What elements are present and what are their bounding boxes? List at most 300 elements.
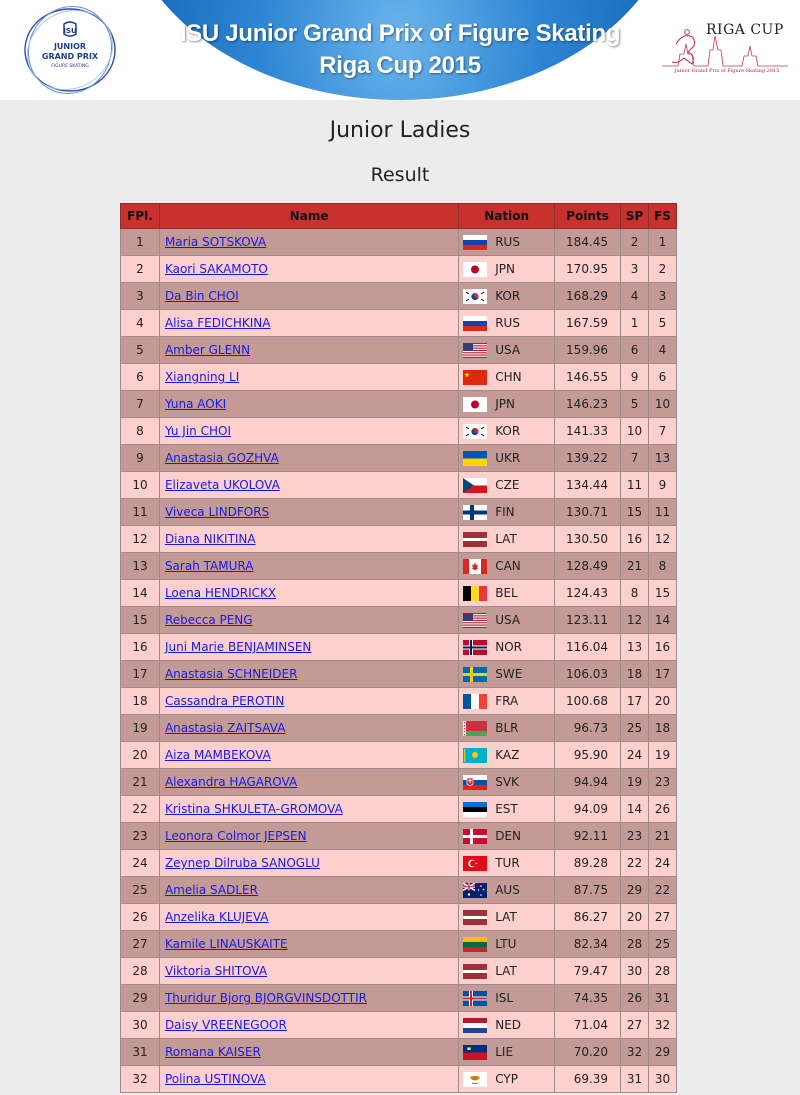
place-cell: 26 [121,904,160,931]
skater-link[interactable]: Polina USTINOVA [164,1072,266,1086]
flag-icon [463,1072,487,1087]
points-cell: 134.44 [555,472,621,499]
table-row [121,499,677,526]
points-cell: 89.28 [555,850,621,877]
skater-link[interactable]: Alisa FEDICHKINA [164,316,271,330]
sp-rank-cell: 6 [621,337,649,364]
results-table [120,203,677,1093]
fs-rank-cell: 6 [649,364,677,391]
nation-code: UKR [495,451,521,465]
skater-link[interactable]: Amber GLENN [164,343,251,357]
place-cell: 15 [121,607,160,634]
fs-rank-cell: 25 [649,931,677,958]
flag-icon [463,748,487,763]
name-cell [159,1066,458,1093]
nation-code: LAT [495,964,517,978]
points-cell: 74.35 [555,985,621,1012]
table-row [121,526,677,553]
flag-icon [463,910,487,925]
page-header [0,0,800,100]
place-cell: 13 [121,553,160,580]
name-cell [159,391,458,418]
name-cell [159,742,458,769]
sp-rank-cell: 25 [621,715,649,742]
nation-cell [459,418,555,445]
points-cell: 130.50 [555,526,621,553]
nation-cell [459,445,555,472]
table-row [121,1039,677,1066]
sp-rank-cell: 5 [621,391,649,418]
table-row [121,877,677,904]
fs-rank-cell: 1 [649,229,677,256]
name-cell [159,634,458,661]
name-cell [159,1039,458,1066]
sp-rank-cell: 30 [621,958,649,985]
skater-link[interactable]: Amelia SADLER [164,883,258,897]
skater-link[interactable]: Kristina SHKULETA-GROMOVA [164,802,343,816]
place-cell: 19 [121,715,160,742]
skater-link[interactable]: Anastasia SCHNEIDER [164,667,298,681]
nation-cell [459,472,555,499]
skater-link[interactable]: Aiza MAMBEKOVA [164,748,271,762]
nation-code: CYP [495,1072,518,1086]
name-cell [159,985,458,1012]
nation-code: NED [495,1018,522,1032]
name-cell [159,877,458,904]
name-cell [159,499,458,526]
table-row [121,310,677,337]
nation-cell [459,985,555,1012]
flag-icon [463,451,487,466]
place-cell: 32 [121,1066,160,1093]
nation-code: RUS [495,235,520,249]
name-cell [159,850,458,877]
fs-rank-cell: 7 [649,418,677,445]
name-cell [159,688,458,715]
name-cell [159,823,458,850]
col-header-points: Points [555,204,621,229]
skater-link[interactable]: Kaori SAKAMOTO [164,262,268,276]
sp-rank-cell: 22 [621,850,649,877]
fs-rank-cell: 5 [649,310,677,337]
points-cell: 146.23 [555,391,621,418]
skater-link[interactable]: Rebecca PENG [164,613,253,627]
place-cell: 20 [121,742,160,769]
sp-rank-cell: 32 [621,1039,649,1066]
nation-code: LIE [495,1045,514,1059]
nation-cell [459,229,555,256]
table-row [121,1066,677,1093]
nation-cell [459,337,555,364]
name-cell [159,445,458,472]
nation-code: FIN [495,505,515,519]
sp-rank-cell: 15 [621,499,649,526]
table-row [121,445,677,472]
points-cell: 168.29 [555,283,621,310]
nation-cell [459,526,555,553]
nation-code: KOR [495,289,521,303]
sp-rank-cell: 11 [621,472,649,499]
skater-link[interactable]: Kamile LINAUSKAITE [164,937,288,951]
flag-icon [463,829,487,844]
place-cell: 22 [121,796,160,823]
banner-subtitle: Riga Cup 2015 [319,52,481,79]
fs-rank-cell: 24 [649,850,677,877]
flag-icon [463,586,487,601]
table-row [121,715,677,742]
points-cell: 92.11 [555,823,621,850]
riga-cup-logo-title: RIGA CUP [706,22,784,38]
name-cell [159,661,458,688]
skater-link[interactable]: Elizaveta UKOLOVA [164,478,280,492]
flag-icon [463,613,487,628]
fs-rank-cell: 14 [649,607,677,634]
place-cell: 16 [121,634,160,661]
fs-rank-cell: 31 [649,985,677,1012]
points-cell: 100.68 [555,688,621,715]
nation-cell [459,634,555,661]
table-row [121,337,677,364]
points-cell: 124.43 [555,580,621,607]
banner-title: ISU Junior Grand Prix of Figure Skating [179,20,621,47]
flag-icon [463,937,487,952]
table-row [121,850,677,877]
skater-link[interactable]: Sarah TAMURA [164,559,254,573]
table-row [121,1012,677,1039]
nation-code: NOR [495,640,522,654]
skater-link[interactable]: Daisy VREENEGOOR [164,1018,287,1032]
sp-rank-cell: 31 [621,1066,649,1093]
table-row [121,256,677,283]
skater-link[interactable]: Leonora Colmor JEPSEN [164,829,307,843]
skater-link[interactable]: Cassandra PEROTIN [164,694,285,708]
nation-cell [459,958,555,985]
points-cell: 159.96 [555,337,621,364]
nation-cell [459,499,555,526]
sp-rank-cell: 4 [621,283,649,310]
sp-rank-cell: 9 [621,364,649,391]
nation-cell [459,904,555,931]
col-header-fs: FS [649,204,677,229]
fs-rank-cell: 28 [649,958,677,985]
logo-left-line2: GRAND PRIX [41,52,99,61]
table-row [121,796,677,823]
nation-cell [459,742,555,769]
points-cell: 184.45 [555,229,621,256]
fs-rank-cell: 18 [649,715,677,742]
table-row [121,904,677,931]
place-cell: 31 [121,1039,160,1066]
nation-code: KAZ [495,748,520,762]
points-cell: 146.55 [555,364,621,391]
skater-link[interactable]: Zeynep Dilruba SANOGLU [164,856,320,870]
place-cell: 25 [121,877,160,904]
fs-rank-cell: 20 [649,688,677,715]
flag-icon [463,370,487,385]
place-cell: 29 [121,985,160,1012]
fs-rank-cell: 26 [649,796,677,823]
fs-rank-cell: 16 [649,634,677,661]
skater-link[interactable]: Juni Marie BENJAMINSEN [164,640,312,654]
nation-cell [459,877,555,904]
skater-link[interactable]: Loena HENDRICKX [164,586,277,600]
place-cell: 12 [121,526,160,553]
nation-code: LAT [495,910,517,924]
nation-cell [459,823,555,850]
nation-cell [459,769,555,796]
points-cell: 167.59 [555,310,621,337]
skater-link[interactable]: Yu Jin CHOI [164,424,231,438]
flag-icon [463,694,487,709]
isu-jgp-logo [18,4,122,96]
points-cell: 70.20 [555,1039,621,1066]
sp-rank-cell: 14 [621,796,649,823]
table-row [121,634,677,661]
nation-code: BLR [495,721,519,735]
place-cell: 24 [121,850,160,877]
sp-rank-cell: 8 [621,580,649,607]
nation-cell [459,688,555,715]
name-cell [159,769,458,796]
sp-rank-cell: 16 [621,526,649,553]
skater-link[interactable]: Anzelika KLUJEVA [164,910,269,924]
sp-rank-cell: 13 [621,634,649,661]
skater-link[interactable]: Anastasia GOZHVA [164,451,279,465]
place-cell: 17 [121,661,160,688]
fs-rank-cell: 22 [649,877,677,904]
points-cell: 123.11 [555,607,621,634]
nation-cell [459,1066,555,1093]
col-header-sp: SP [621,204,649,229]
fs-rank-cell: 8 [649,553,677,580]
fs-rank-cell: 15 [649,580,677,607]
place-cell: 10 [121,472,160,499]
skater-link[interactable]: Maria SOTSKOVA [164,235,267,249]
sp-rank-cell: 12 [621,607,649,634]
place-cell: 28 [121,958,160,985]
points-cell: 130.71 [555,499,621,526]
sp-rank-cell: 3 [621,256,649,283]
sp-rank-cell: 26 [621,985,649,1012]
place-cell: 1 [121,229,160,256]
flag-icon [463,721,487,736]
skater-link[interactable]: Diana NIKITINA [164,532,256,546]
fs-rank-cell: 2 [649,256,677,283]
skater-link[interactable]: Viktoria SHITOVA [164,964,268,978]
table-row [121,769,677,796]
points-cell: 87.75 [555,877,621,904]
nation-cell [459,310,555,337]
event-title: Junior Ladies [329,118,471,143]
points-cell: 94.94 [555,769,621,796]
fs-rank-cell: 10 [649,391,677,418]
points-cell: 141.33 [555,418,621,445]
nation-code: LTU [495,937,517,951]
fs-rank-cell: 27 [649,904,677,931]
flag-icon [463,802,487,817]
riga-cup-logo [658,14,792,84]
skater-link[interactable]: Alexandra HAGAROVA [164,775,298,789]
nation-code: CHN [495,370,522,384]
table-row [121,742,677,769]
place-cell: 11 [121,499,160,526]
results-body [121,229,677,1093]
nation-code: LAT [495,532,517,546]
nation-cell [459,580,555,607]
fs-rank-cell: 17 [649,661,677,688]
sp-rank-cell: 28 [621,931,649,958]
skater-link[interactable]: Yuna AOKI [164,397,227,411]
sp-rank-cell: 7 [621,445,649,472]
name-cell [159,931,458,958]
nation-code: JPN [495,397,515,411]
name-cell [159,526,458,553]
name-cell [159,1012,458,1039]
nation-code: BEL [495,586,518,600]
skater-link[interactable]: Xiangning LI [164,370,240,384]
skater-link[interactable]: Anastasia ZAITSAVA [164,721,286,735]
nation-code: ISL [495,991,514,1005]
name-cell [159,256,458,283]
sp-rank-cell: 18 [621,661,649,688]
table-row [121,364,677,391]
points-cell: 86.27 [555,904,621,931]
banner [150,0,650,100]
nation-code: FRA [495,694,519,708]
points-cell: 69.39 [555,1066,621,1093]
place-cell: 9 [121,445,160,472]
sp-rank-cell: 23 [621,823,649,850]
flag-icon [463,856,487,871]
riga-cup-logo-subtitle: Junior Grand Prix of Figure Skating 2015 [674,68,780,74]
place-cell: 27 [121,931,160,958]
fs-rank-cell: 23 [649,769,677,796]
table-row [121,553,677,580]
results-header-row [121,204,677,229]
nation-cell [459,391,555,418]
points-cell: 71.04 [555,1012,621,1039]
name-cell [159,796,458,823]
skater-link[interactable]: Romana KAISER [164,1045,261,1059]
place-cell: 6 [121,364,160,391]
skater-link[interactable]: Thuridur Bjorg BJORGVINSDOTTIR [164,991,367,1005]
nation-cell [459,850,555,877]
nation-code: DEN [495,829,522,843]
nation-cell [459,256,555,283]
name-cell [159,283,458,310]
place-cell: 21 [121,769,160,796]
flag-icon [463,289,487,304]
flag-icon [463,991,487,1006]
table-row [121,283,677,310]
name-cell [159,580,458,607]
nation-code: SWE [495,667,523,681]
points-cell: 139.22 [555,445,621,472]
nation-cell [459,661,555,688]
col-header-place: FPl. [121,204,160,229]
place-cell: 5 [121,337,160,364]
name-cell [159,553,458,580]
flag-icon [463,478,487,493]
flag-icon [463,640,487,655]
nation-code: RUS [495,316,520,330]
skater-link[interactable]: Viveca LINDFORS [164,505,270,519]
points-cell: 116.04 [555,634,621,661]
name-cell [159,904,458,931]
fs-rank-cell: 4 [649,337,677,364]
place-cell: 18 [121,688,160,715]
points-cell: 95.90 [555,742,621,769]
nation-cell [459,715,555,742]
name-cell [159,715,458,742]
flag-icon [463,316,487,331]
fs-rank-cell: 19 [649,742,677,769]
col-header-nation: Nation [459,204,555,229]
section-title: Result [370,164,430,186]
table-row [121,418,677,445]
table-row [121,823,677,850]
sp-rank-cell: 10 [621,418,649,445]
nation-code: EST [495,802,518,816]
name-cell [159,418,458,445]
name-cell [159,229,458,256]
nation-cell [459,364,555,391]
table-row [121,391,677,418]
table-row [121,931,677,958]
points-cell: 170.95 [555,256,621,283]
nation-code: JPN [495,262,515,276]
sp-rank-cell: 24 [621,742,649,769]
flag-icon [463,559,487,574]
fs-rank-cell: 11 [649,499,677,526]
nation-cell [459,1012,555,1039]
nation-code: USA [495,343,521,357]
table-row [121,229,677,256]
nation-code: USA [495,613,521,627]
flag-icon [463,1045,487,1060]
table-row [121,661,677,688]
logo-left-line3: FIGURE SKATING [51,64,89,69]
sp-rank-cell: 19 [621,769,649,796]
name-cell [159,472,458,499]
place-cell: 23 [121,823,160,850]
table-row [121,472,677,499]
col-header-name: Name [159,204,458,229]
nation-code: KOR [495,424,521,438]
table-row [121,985,677,1012]
sp-rank-cell: 29 [621,877,649,904]
name-cell [159,607,458,634]
nation-cell [459,283,555,310]
flag-icon [463,1018,487,1033]
fs-rank-cell: 29 [649,1039,677,1066]
nation-code: TUR [495,856,520,870]
place-cell: 8 [121,418,160,445]
place-cell: 7 [121,391,160,418]
flag-icon [463,424,487,439]
nation-cell [459,607,555,634]
nation-code: AUS [495,883,520,897]
nation-code: SVK [495,775,519,789]
place-cell: 4 [121,310,160,337]
flag-icon [463,235,487,250]
points-cell: 96.73 [555,715,621,742]
table-row [121,607,677,634]
place-cell: 3 [121,283,160,310]
skater-link[interactable]: Da Bin CHOI [164,289,239,303]
nation-cell [459,796,555,823]
points-cell: 106.03 [555,661,621,688]
